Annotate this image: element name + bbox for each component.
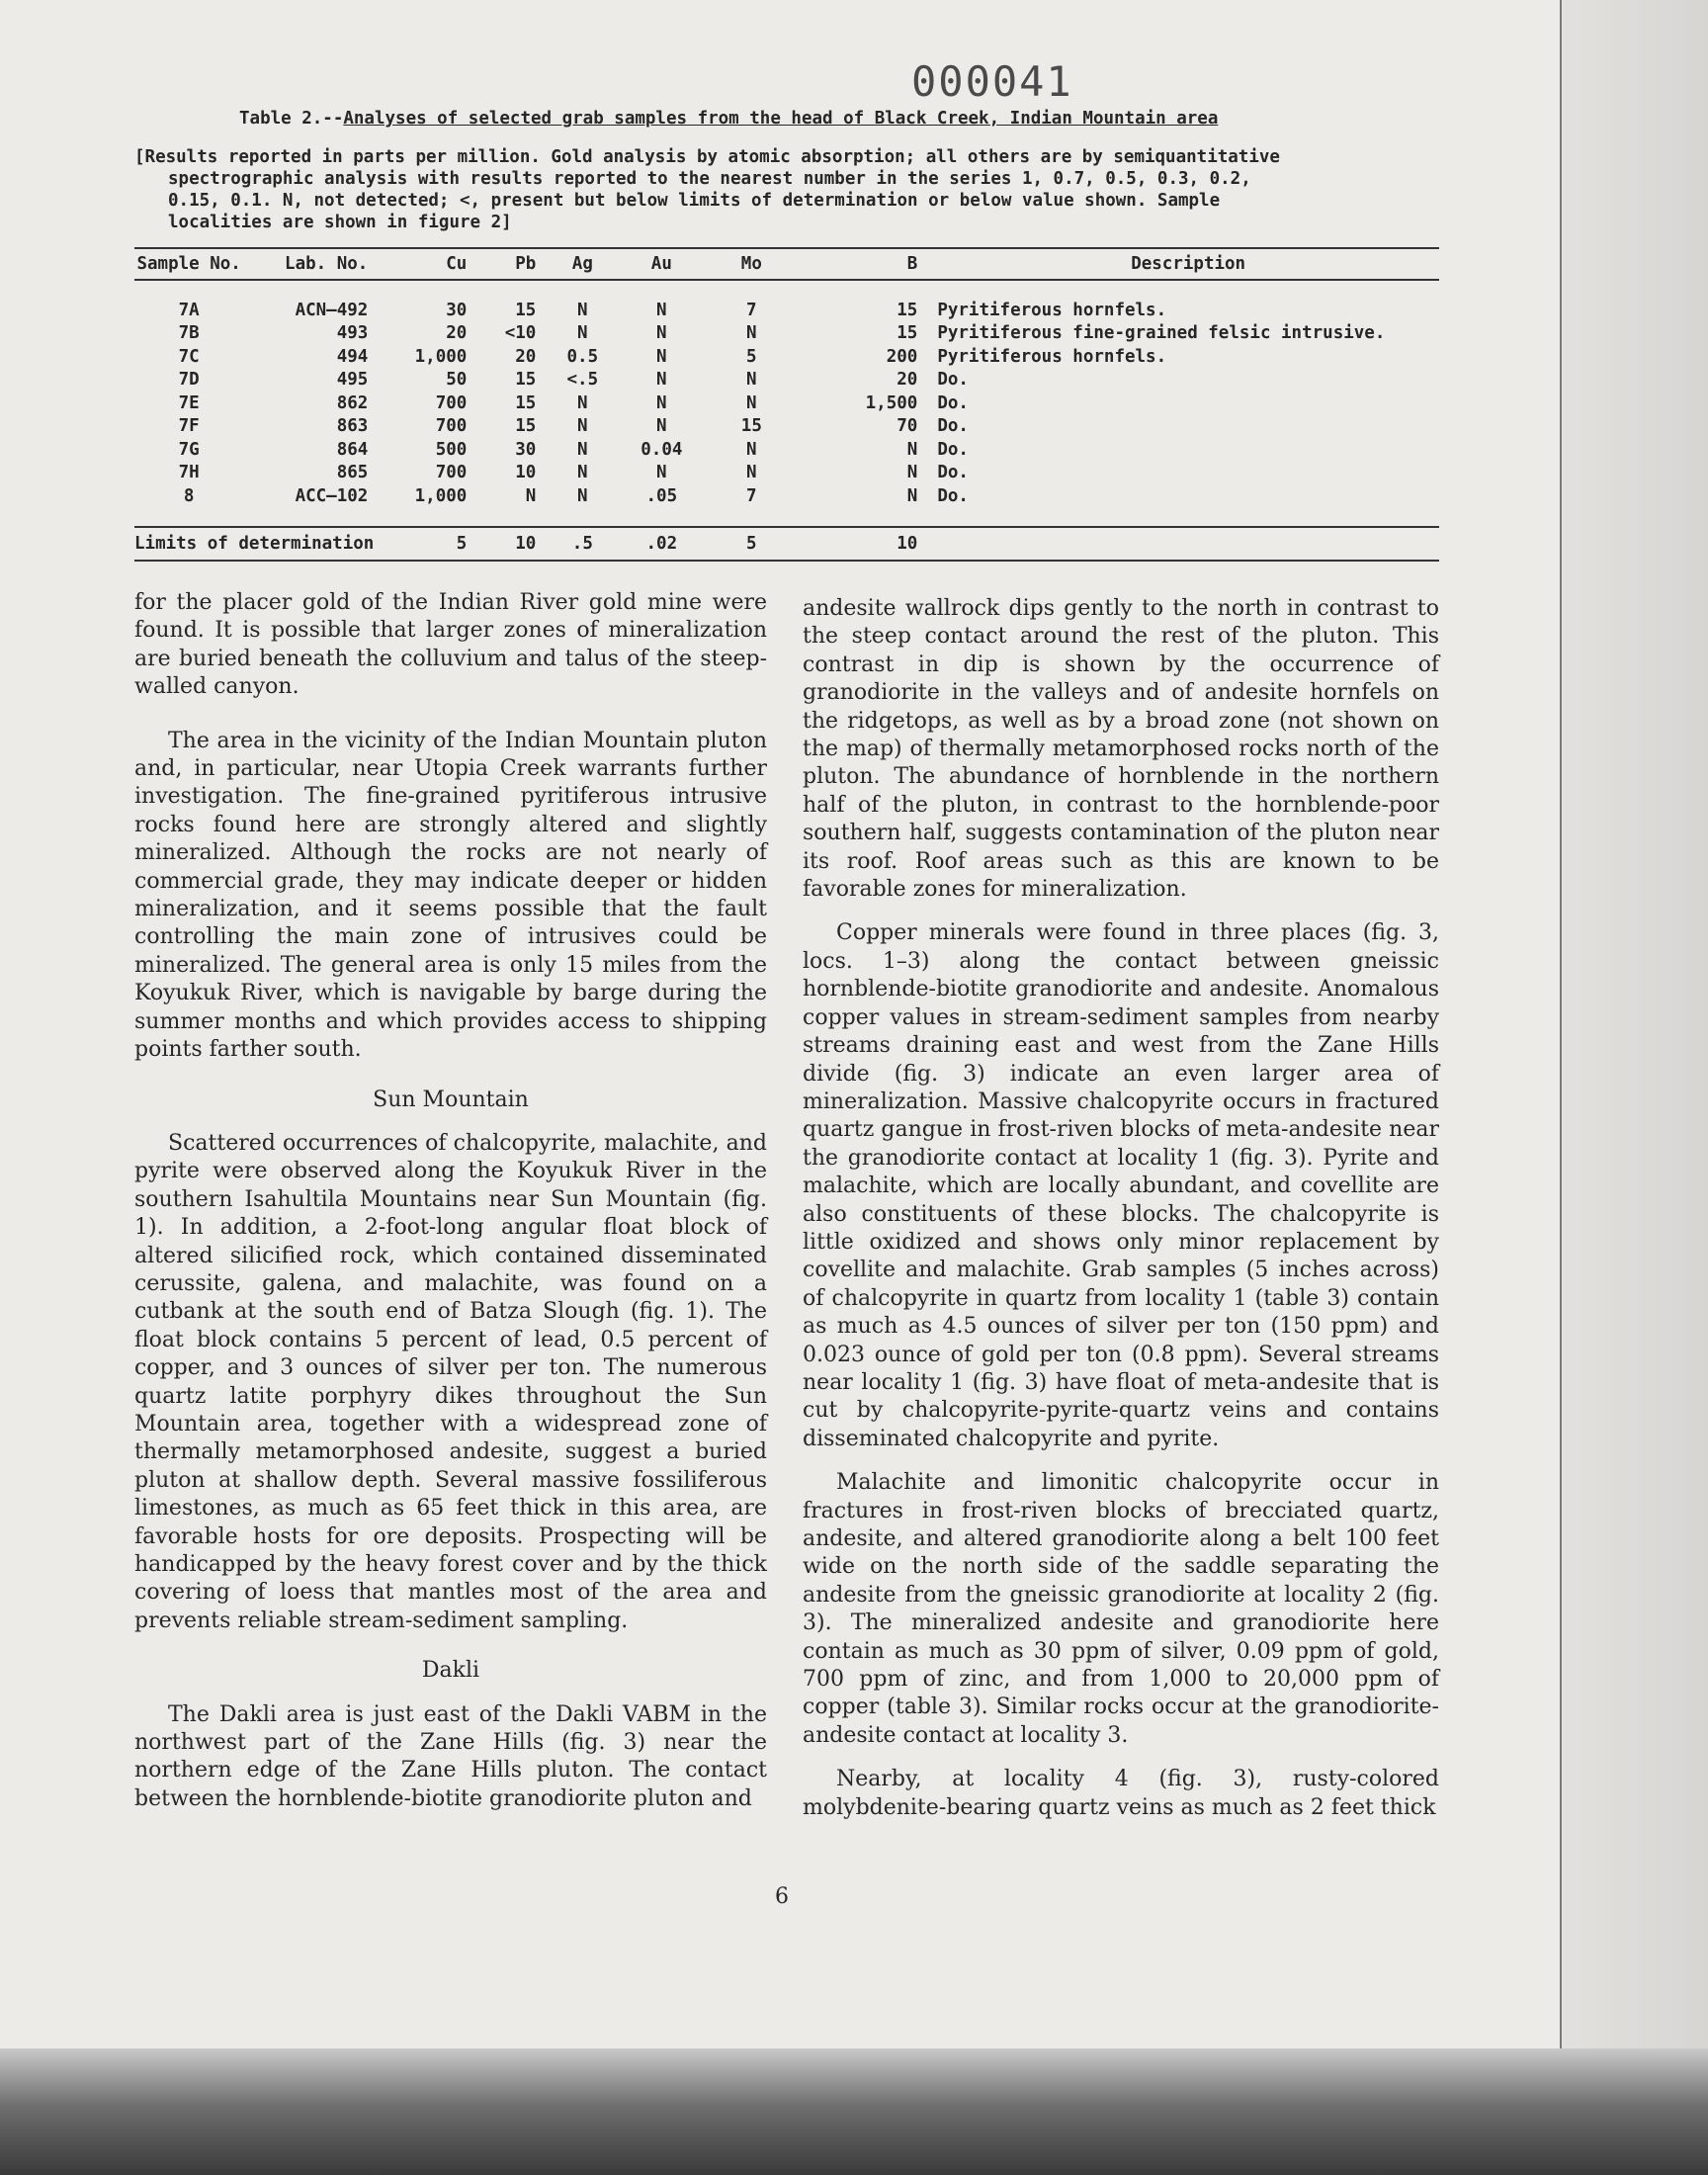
table-cell: Do. (937, 463, 969, 483)
header-ag: Ag (548, 248, 617, 280)
table-note-line: spectrographic analysis with results reported to the nearest number in the series 1, 0.7, 0.5, 0.3, 0.2, (168, 169, 1251, 189)
table-row (134, 484, 1439, 508)
table-cell: 15 (897, 300, 918, 320)
table-cell: 0.5 (566, 346, 599, 367)
limits-blank (937, 527, 1439, 561)
header-lab-no: Lab. No. (243, 248, 374, 280)
table-row (134, 345, 1439, 369)
table-cell: 20 (897, 370, 918, 391)
paragraph: Scattered occurrences of chalcopyrite, malachite, and pyrite were observed along the Koyukuk River in the southern Isahultila Mountains near Sun Mountain (fig. 1). In addition, a 2-foot-long angular float block of altered silicified rock, which contained disseminated cerussite, galena, and malachite, was found on a cutbank at the south end of Batza Slough (fig. 1). The float block contains 5 percent of lead, 0.5 percent of copper, and 3 ounces of silver per ton. The numerous quartz latite porphyry dikes throughout the Sun Mountain area, together with a widespread zone of thermally metamorphosed andesite, suggest a buried pluton at shallow depth. Several massive fossiliferous limestones, as much as 65 feet thick in this area, are favorable hosts for ore deposits. Prospecting will be handicapped by the heavy forest cover and by the thick covering of loess that mantles most of the area and prevents reliable stream-sediment sampling. (134, 1130, 767, 1633)
table-cell: 30 (515, 439, 537, 460)
paragraph: Nearby, at locality 4 (fig. 3), rusty-colored molybdenite-bearing quartz veins as much as 2 feet thick (803, 1767, 1439, 1820)
table-title-prefix: Table 2.-- (239, 109, 344, 129)
table-note-line: 0.15, 0.1. N, not detected; <, present but below limits of determination or below value shown. Sample (168, 191, 1221, 211)
table-cell: 863 (336, 416, 369, 437)
table-cell: 8 (183, 485, 195, 506)
table-cell: 7 (746, 485, 757, 506)
table-cell: N (746, 323, 757, 344)
limits-cell: .02 (617, 527, 706, 561)
table-cell: N (577, 485, 588, 506)
table-cell: N (577, 463, 588, 483)
table-cell: N (577, 416, 588, 437)
header-mo: Mo (706, 248, 797, 280)
table-cell: 15 (740, 416, 762, 437)
paragraph: The area in the vicinity of the Indian Mountain pluton and, in particular, near Utopia Creek warrants further investigation. The fine-grained pyritiferous intrusive rocks found here are strongly altered and slightly mineralized. Although the rocks are not nearly of commercial grade, they may indicate deeper or hidden mineralization, and it seems possible that the fault controlling the main zone of intrusives could be mineralized. The general area is only 15 miles from the Koyukuk River, which is navigable by barge during the summer months and which provides access to shipping points farther south. (134, 728, 767, 1063)
table-cell: N (906, 439, 918, 460)
paragraph: Copper minerals were found in three places (fig. 3, locs. 1–3) along the contact between gneissic hornblende-biotite granodiorite and andesite. Anomalous copper values in stream-sediment samples from nearby streams draining east and west from the Zane Hills divide (fig. 3) indicate an even larger area of mineralization. Massive chalcopyrite occurs in fractured quartz gangue in frost-riven blocks of meta-andesite near the granodiorite contact at locality 1 (fig. 3). Pyrite and malachite, which are locally abundant, and covellite are also constituents of these blocks. The chalcopyrite is little oxidized and shows only minor replacement by covellite and malachite. Grab samples (5 inches across) of chalcopyrite in quartz from locality 1 (table 3) contain as much as 4.5 ounces of silver per ton (150 ppm) and 0.023 ounce of gold per ton (0.8 ppm). Several streams near locality 1 (fig. 3) have float of meta-andesite that is cut by chalcopyrite-pyrite-quartz veins and contains disseminated chalcopyrite and pyrite. (803, 920, 1439, 1451)
header-au: Au (617, 248, 706, 280)
scan-bottom-shadow (0, 2048, 1708, 2175)
limits-cell: 10 (797, 527, 937, 561)
table-row (134, 392, 1439, 415)
table-cell: 7B (178, 323, 200, 344)
table-cell: 7 (746, 300, 757, 320)
paragraph: Malachite and limonitic chalcopyrite occur in fractures in frost-riven blocks of brecciated quartz, andesite, and altered granodiorite along a belt 100 feet wide on the north side of the saddle separating the andesite from the gneissic granodiorite at locality 2 (fig. 3). The mineralized andesite and granodiorite here contain as much as 30 ppm of silver, 0.09 ppm of gold, 700 ppm of zinc, and from 1,000 to 20,000 ppm of copper (table 3). Similar rocks occur at the granodiorite-andesite contact at locality 3. (803, 1470, 1439, 1748)
table-cell: 15 (515, 392, 537, 413)
table-cell: ACN—492 (295, 300, 369, 320)
table-cell: N (656, 300, 667, 320)
table-row (134, 438, 1439, 462)
table-cell: 864 (336, 439, 369, 460)
table-cell: 7D (178, 370, 200, 391)
table-cell: N (906, 463, 918, 483)
table-cell: Do. (937, 370, 969, 391)
table-cell: 500 (435, 439, 468, 460)
table-cell: N (577, 300, 588, 320)
paragraph: The Dakli area is just east of the Dakli VABM in the northwest part of the Zane Hills (fig. 3) near the northern edge of the Zane Hills pluton. The contact between the hornblende-biotite granodiorite pluton and (134, 1701, 767, 1811)
table-cell: 15 (515, 300, 537, 320)
table-cell: N (525, 485, 537, 506)
table-title-main: Analyses of selected grab samples from the head of Black Creek, Indian Mountain area (343, 109, 1219, 129)
table-cell: 862 (336, 392, 369, 413)
table-cell: N (906, 485, 918, 506)
table-cell: Pyritiferous fine-grained felsic intrusive. (937, 323, 1386, 344)
table-cell: 15 (515, 370, 537, 391)
table-cell: N (746, 439, 757, 460)
table-cell: 494 (336, 346, 369, 367)
table-cell: N (656, 323, 667, 344)
table-cell: ACC—102 (295, 485, 369, 506)
table-cell: 7A (178, 300, 200, 320)
limits-label: Limits of determination (134, 527, 374, 561)
table-cell: 200 (886, 346, 918, 367)
table-cell: N (577, 439, 588, 460)
paragraph: andesite wallrock dips gently to the north in contrast to the steep contact around the rest of the pluton. This contrast in dip is shown by the occurrence of granodiorite in the valleys and of andesite hornfels on the ridgetops, as well as by a broad zone (not shown on the map) of thermally metamorphosed rocks north of the pluton. The abundance of hornblende in the northern half of the pluton, in contrast to the hornblende-poor southern half, suggests contamination of the pluton near its roof. Roof areas such as this are known to be favorable zones for mineralization. (803, 596, 1439, 903)
table-cell: 7G (178, 439, 200, 460)
table-cell: 7C (178, 346, 200, 367)
table-cell: 50 (446, 370, 468, 391)
table-cell: .05 (645, 485, 678, 506)
header-cu: Cu (374, 248, 467, 280)
limits-cell: 5 (374, 527, 467, 561)
table-cell: 7H (178, 463, 200, 483)
table-header-row (134, 248, 1439, 280)
header-b: B (797, 248, 937, 280)
table-cell: 10 (515, 463, 537, 483)
table-cell: 1,000 (414, 346, 468, 367)
table-cell: Do. (937, 416, 969, 437)
table-cell: 700 (435, 392, 468, 413)
table-title (239, 109, 1218, 129)
limits-cell: 10 (467, 527, 548, 561)
header-description: Description (937, 248, 1439, 280)
table-cell: <.5 (566, 370, 599, 391)
table-cell: 865 (336, 463, 369, 483)
table-cell: N (656, 346, 667, 367)
table-cell: N (577, 392, 588, 413)
table-cell: 20 (446, 323, 468, 344)
table-cell: N (746, 392, 757, 413)
table-cell: 5 (746, 346, 757, 367)
table-row (134, 415, 1439, 439)
page-number: 6 (775, 1884, 789, 1909)
table-note-line: localities are shown in figure 2] (168, 213, 512, 232)
table-cell: 7F (178, 416, 200, 437)
table-cell: N (656, 370, 667, 391)
table-cell: N (656, 392, 667, 413)
header-sample-no: Sample No. (134, 248, 243, 280)
limits-cell: .5 (548, 527, 617, 561)
right-column (803, 595, 1439, 1838)
table-cell: 700 (435, 416, 468, 437)
table-cell: <10 (504, 323, 537, 344)
table-cell: 15 (897, 323, 918, 344)
limits-row (134, 527, 1439, 561)
limits-cell: 5 (706, 527, 797, 561)
header-pb: Pb (467, 248, 548, 280)
table-note (134, 146, 1449, 233)
table-cell: 495 (336, 370, 369, 391)
table-body (134, 280, 1439, 561)
section-heading-sun-mountain: Sun Mountain (373, 1087, 529, 1112)
table-cell: Pyritiferous hornfels. (937, 300, 1167, 320)
section-heading-dakli: Dakli (421, 1658, 480, 1684)
table-cell: 15 (515, 416, 537, 437)
table-cell: Do. (937, 439, 969, 460)
paragraph: for the placer gold of the Indian River gold mine were found. It is possible that larger zones of mineralization are buried beneath the colluvium and talus of the steep-walled canyon. (134, 590, 767, 700)
grab-samples-table (134, 247, 1439, 562)
table-cell: N (746, 463, 757, 483)
table-cell: 7E (178, 392, 200, 413)
table-cell: 70 (897, 416, 918, 437)
table-cell: 20 (515, 346, 537, 367)
table-cell: N (656, 416, 667, 437)
table-cell: 700 (435, 463, 468, 483)
table-row (134, 322, 1439, 346)
table-cell: 30 (446, 300, 468, 320)
table-row (134, 369, 1439, 392)
table-cell: 1,000 (414, 485, 468, 506)
table-row (134, 462, 1439, 485)
page-edge-shade (1560, 0, 1708, 2175)
table-cell: N (577, 323, 588, 344)
table-note-line: [Results reported in parts per million. Gold analysis by atomic absorption; all others are by semiquantitative (134, 147, 1280, 167)
table-cell: Do. (937, 392, 969, 413)
table-cell: N (656, 463, 667, 483)
document-stamp: 000041 (911, 57, 1073, 106)
table-cell: 0.04 (640, 439, 683, 460)
table-cell: 493 (336, 323, 369, 344)
table-row (134, 299, 1439, 322)
left-column (134, 589, 767, 1829)
table-cell: 1,500 (865, 392, 918, 413)
table-cell: N (746, 370, 757, 391)
table-cell: Pyritiferous hornfels. (937, 346, 1167, 367)
table-cell: Do. (937, 485, 969, 506)
